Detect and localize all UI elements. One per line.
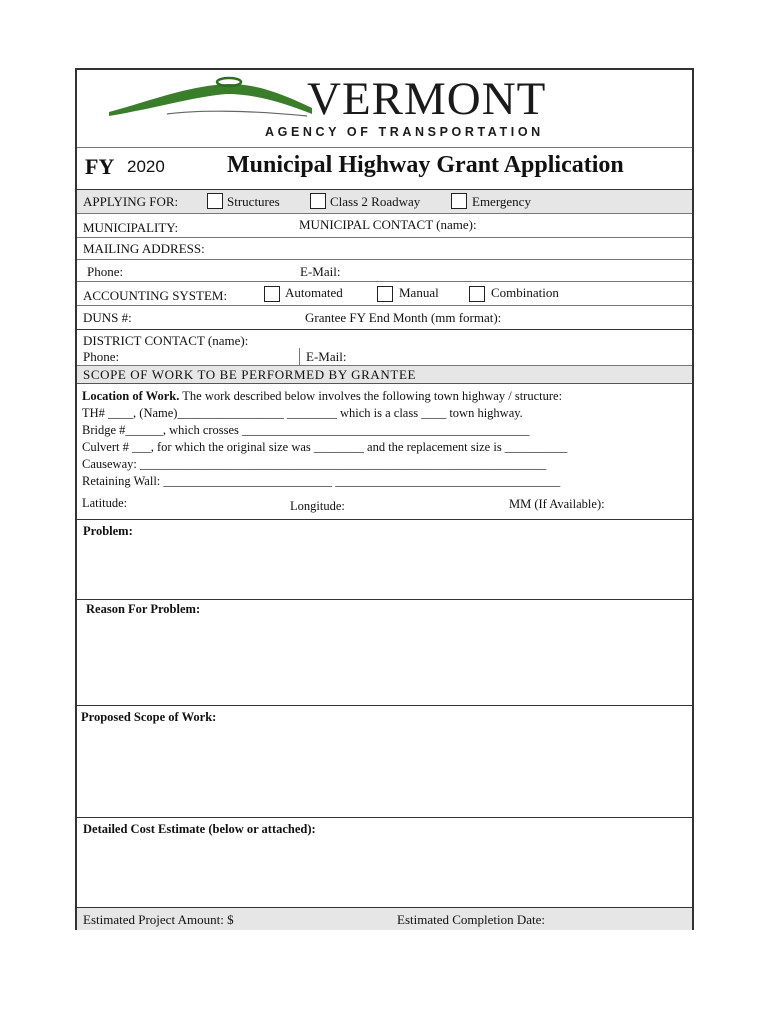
phone-label: Phone:: [87, 264, 124, 279]
location-line-th: TH# ____, (Name)_________________ ________ which is a class ____ town highway.: [82, 406, 523, 420]
fy-value[interactable]: 2020: [127, 157, 165, 176]
structures-label: Structures: [227, 194, 280, 209]
proposed-scope-label: Proposed Scope of Work:: [81, 710, 217, 724]
reason-label: Reason For Problem:: [86, 602, 201, 616]
duns-row: [77, 306, 692, 330]
manual-checkbox[interactable]: [377, 286, 393, 302]
proposed-scope-section[interactable]: [77, 706, 692, 818]
emergency-checkbox[interactable]: [451, 193, 467, 209]
mm-label: MM (If Available):: [509, 497, 605, 511]
title-row: [77, 148, 692, 190]
district-contact-row: [77, 330, 692, 366]
estimated-completion-label: Estimated Completion Date:: [397, 912, 546, 927]
combination-label: Combination: [491, 285, 559, 300]
scope-header: SCOPE OF WORK TO BE PERFORMED BY GRANTEE: [83, 367, 417, 382]
structures-checkbox[interactable]: [207, 193, 223, 209]
accounting-system-row: [77, 282, 692, 306]
mailing-address-label: MAILING ADDRESS:: [83, 241, 205, 256]
location-line-bridge: Bridge #______, which crosses ______________________________________________: [82, 423, 530, 437]
email-label: E-Mail:: [300, 264, 341, 279]
manual-label: Manual: [399, 285, 439, 300]
logo-wordmark: VERMONT: [307, 73, 547, 125]
grant-application-form: [75, 68, 694, 930]
class2-roadway-label: Class 2 Roadway: [330, 194, 421, 209]
mountain-logo-icon: [107, 74, 317, 124]
applying-for-row: [77, 190, 692, 214]
logo-header: [77, 70, 692, 148]
location-bold-label: Location of Work.: [82, 389, 180, 403]
location-intro: [82, 389, 562, 404]
logo-subtitle: AGENCY OF TRANSPORTATION: [265, 125, 544, 139]
municipality-row: [77, 214, 692, 238]
fy-label: FY: [85, 154, 115, 179]
estimated-amount-label: Estimated Project Amount: $: [83, 912, 234, 927]
applying-for-label: APPLYING FOR:: [83, 194, 179, 209]
cost-estimate-label: Detailed Cost Estimate (below or attached):: [83, 822, 316, 836]
location-intro-text: The work described below involves the following town highway / structure:: [179, 389, 563, 403]
duns-label: DUNS #:: [83, 310, 132, 325]
automated-label: Automated: [285, 285, 343, 300]
district-contact-label: DISTRICT CONTACT (name):: [83, 333, 249, 348]
accounting-system-label: ACCOUNTING SYSTEM:: [83, 288, 228, 303]
district-phone-label: Phone:: [83, 349, 120, 364]
location-line-culvert: Culvert # ___, for which the original size was ________ and the replacement size is __________: [82, 440, 568, 454]
district-divider: [299, 348, 300, 366]
fy-end-month-label: Grantee FY End Month (mm format):: [305, 310, 502, 325]
municipality-label: MUNICIPALITY:: [83, 220, 179, 235]
municipal-contact-label: MUNICIPAL CONTACT (name):: [299, 217, 477, 232]
emergency-label: Emergency: [472, 194, 531, 209]
automated-checkbox[interactable]: [264, 286, 280, 302]
problem-label: Problem:: [83, 524, 133, 538]
reason-section[interactable]: [77, 600, 692, 706]
latitude-label: Latitude:: [82, 496, 128, 510]
combination-checkbox[interactable]: [469, 286, 485, 302]
district-email-label: E-Mail:: [306, 349, 347, 364]
phone-email-row: [77, 260, 692, 282]
class2-roadway-checkbox[interactable]: [310, 193, 326, 209]
location-of-work-section: [77, 384, 692, 520]
cost-estimate-section[interactable]: [77, 818, 692, 908]
location-line-causeway: Causeway: _________________________________________________________________: [82, 457, 547, 471]
scope-header-row: [77, 366, 692, 384]
longitude-label: Longitude:: [290, 499, 345, 513]
footer-row: [77, 908, 692, 930]
page-title: Municipal Highway Grant Application: [227, 152, 624, 178]
mailing-address-row: [77, 238, 692, 260]
location-line-retaining-wall: Retaining Wall: ___________________________ ____________________________________: [82, 474, 561, 488]
problem-section[interactable]: [77, 520, 692, 600]
